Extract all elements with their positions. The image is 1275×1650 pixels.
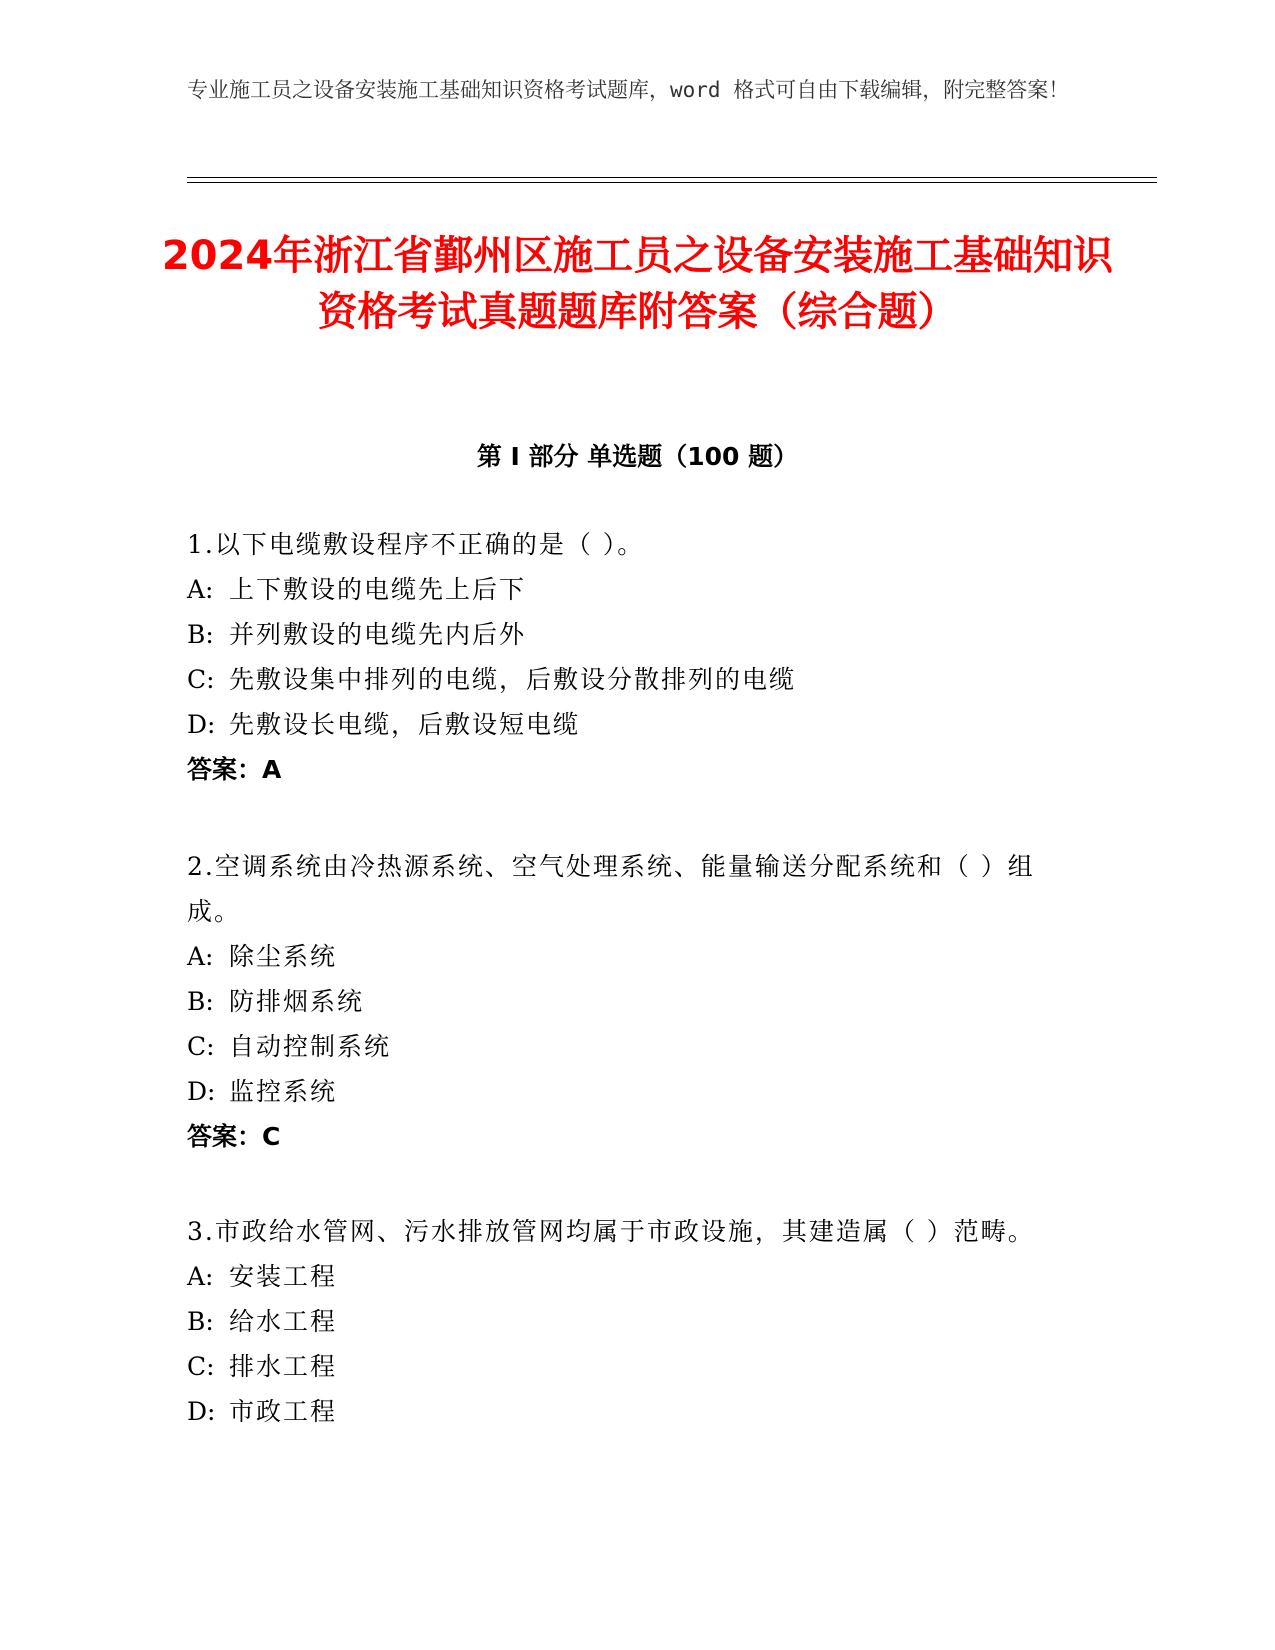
option-c	[187, 657, 1087, 702]
option-text: 上下敷设的电缆先上后下	[229, 575, 527, 604]
option-a	[187, 1254, 1087, 1299]
option-text: 市政工程	[229, 1397, 338, 1426]
answer-line	[187, 747, 1087, 792]
option-letter: D:	[187, 1397, 216, 1426]
option-letter: C:	[187, 1032, 215, 1061]
question-1	[187, 522, 1087, 792]
option-d	[187, 1069, 1087, 1114]
option-letter: B:	[187, 1307, 214, 1336]
option-text: 除尘系统	[229, 942, 338, 971]
question-text: 1.以下电缆敷设程序不正确的是（ ）。	[187, 530, 645, 559]
option-letter: C:	[187, 665, 215, 694]
option-text: 自动控制系统	[229, 1032, 392, 1061]
header-note: 专业施工员之设备安装施工基础知识资格考试题库，word 格式可自由下载编辑，附完整答案！	[187, 78, 1070, 102]
option-a	[187, 567, 1087, 612]
option-text: 防排烟系统	[229, 987, 365, 1016]
answer-value: C	[262, 1122, 281, 1151]
option-letter: D:	[187, 710, 216, 739]
option-text: 并列敷设的电缆先内后外	[229, 620, 527, 649]
answer-value: A	[262, 755, 282, 784]
option-letter: C:	[187, 1352, 215, 1381]
option-d	[187, 1389, 1087, 1434]
option-a	[187, 934, 1087, 979]
answer-label: 答案：	[187, 1122, 263, 1151]
option-letter: B:	[187, 620, 214, 649]
question-3	[187, 1209, 1087, 1434]
option-b	[187, 612, 1087, 657]
option-text: 给水工程	[229, 1307, 338, 1336]
option-letter: B:	[187, 987, 214, 1016]
option-text: 先敷设集中排列的电缆，后敷设分散排列的电缆	[229, 665, 797, 694]
option-letter: A:	[187, 575, 214, 604]
answer-label: 答案：	[187, 755, 263, 784]
question-text: 3.市政给水管网、污水排放管网均属于市政设施，其建造属（ ）范畴。	[187, 1217, 1035, 1246]
option-letter: A:	[187, 942, 214, 971]
option-c	[187, 1024, 1087, 1069]
option-letter: A:	[187, 1262, 214, 1291]
header-rule-top	[187, 177, 1157, 178]
option-d	[187, 702, 1087, 747]
option-letter: D:	[187, 1077, 216, 1106]
section-heading: 第 I 部分 单选题（100 题）	[476, 442, 799, 471]
option-text: 安装工程	[229, 1262, 338, 1291]
header-rule-bottom	[187, 182, 1157, 183]
answer-line	[187, 1114, 1087, 1159]
document-title: 2024年浙江省鄞州区施工员之设备安装施工基础知识资格考试真题题库附答案（综合题）	[161, 233, 1114, 335]
option-text: 排水工程	[229, 1352, 338, 1381]
option-b	[187, 1299, 1087, 1344]
option-text: 监控系统	[229, 1077, 338, 1106]
question-text: 2.空调系统由冷热源系统、空气处理系统、能量输送分配系统和（ ）组成。	[187, 852, 1035, 926]
option-text: 先敷设长电缆，后敷设短电缆	[229, 710, 581, 739]
question-2	[187, 844, 1087, 1159]
option-b	[187, 979, 1087, 1024]
option-c	[187, 1344, 1087, 1389]
